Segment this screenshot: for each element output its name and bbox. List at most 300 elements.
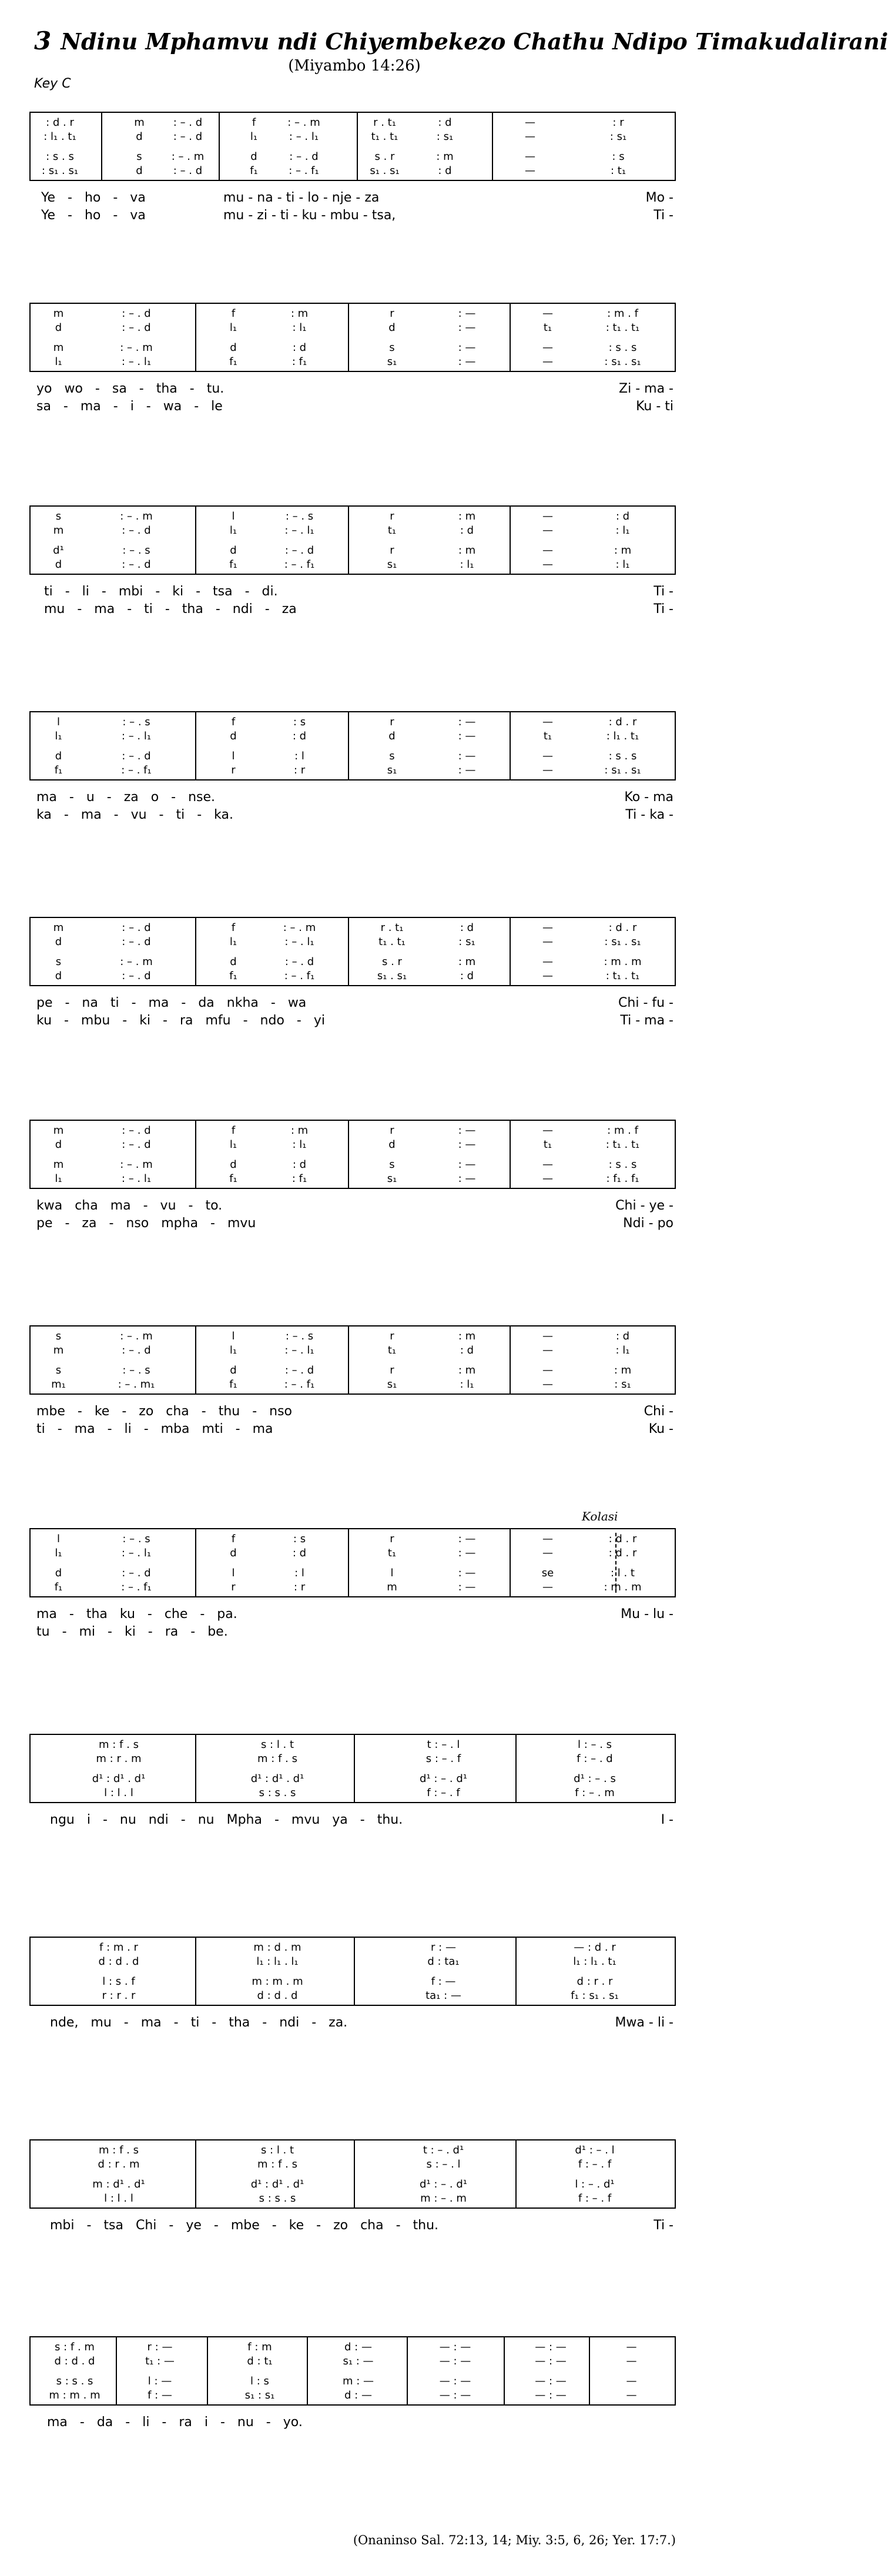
solfa-note: : – . d <box>173 116 203 129</box>
solfa-note: : — <box>458 1547 476 1559</box>
solfa-staff <box>29 917 676 986</box>
solfa-note: : – . s <box>122 1364 150 1376</box>
solfa-note: l <box>56 716 60 728</box>
solfa-note: r <box>390 544 394 557</box>
solfa-note: d : — <box>344 2341 372 2353</box>
lyric-line-1 <box>29 583 676 601</box>
solfa-note: : — <box>458 716 476 728</box>
solfa-note: : – . d <box>122 1124 151 1137</box>
solfa-note: l₁ <box>229 1344 237 1356</box>
solfa-note: : d <box>615 510 630 522</box>
solfa-note: : l₁ <box>460 1378 474 1391</box>
solfa-note: : – . s <box>122 716 150 728</box>
solfa-note: d <box>55 1567 62 1579</box>
solfa-note: : d . r <box>608 1547 637 1559</box>
solfa-note: d <box>55 321 62 334</box>
part-bass <box>31 969 675 984</box>
solfa-note: d¹ : – . d¹ <box>420 1773 467 1785</box>
solfa-note: d <box>136 165 143 177</box>
solfa-staff <box>29 1937 676 2006</box>
solfa-note: l : – . d¹ <box>575 2178 615 2190</box>
solfa-note: : – . d <box>289 150 319 163</box>
solfa-note: : – . d <box>284 1364 314 1376</box>
solfa-note: : d . r <box>608 716 637 728</box>
solfa-note: : m <box>614 544 632 557</box>
solfa-note: : d <box>292 1158 307 1171</box>
lyrics-block <box>29 1606 676 1643</box>
solfa-note: : – . l₁ <box>284 524 314 537</box>
solfa-staff <box>29 1528 676 1597</box>
solfa-note: r <box>390 307 394 320</box>
music-system-6 <box>29 1120 676 1235</box>
part-soprano <box>31 2340 675 2355</box>
music-system-1 <box>29 112 676 227</box>
solfa-note: l₁ <box>55 1173 62 1185</box>
solfa-note: : – . d <box>173 165 203 177</box>
solfa-note: — <box>525 116 535 129</box>
solfa-note: : – . m <box>171 150 205 163</box>
solfa-note: f <box>231 307 236 320</box>
solfa-note: m : d . m <box>253 1941 301 1954</box>
solfa-note: s₁ <box>387 356 397 368</box>
lyric-line-1 <box>29 189 676 207</box>
solfa-note: : s . s <box>608 750 637 762</box>
lyric-text: ma - u - za o - nse. <box>36 790 216 805</box>
solfa-note: s . r <box>374 150 395 163</box>
solfa-note: r <box>231 764 236 776</box>
solfa-note: : l . t <box>610 1567 635 1579</box>
solfa-note: m <box>53 341 64 354</box>
solfa-note: — <box>542 970 553 982</box>
lyric-text: Ye - ho - va <box>41 190 146 205</box>
solfa-note: : – . f₁ <box>121 764 152 776</box>
solfa-note: : r <box>612 116 624 129</box>
part-alto <box>31 2157 675 2172</box>
solfa-note: : – . d <box>284 956 314 968</box>
solfa-note: m <box>53 1124 64 1137</box>
solfa-note: — : — <box>439 2355 471 2367</box>
solfa-note: r <box>390 1124 394 1137</box>
solfa-note: — <box>542 922 553 934</box>
solfa-note: f : – . f <box>578 2192 612 2205</box>
scripture-reference: (Miyambo 14:26) <box>288 57 421 75</box>
solfa-note: m : d¹ . d¹ <box>92 2178 145 2190</box>
part-alto <box>31 1751 675 1767</box>
music-system-8 <box>29 1509 676 1643</box>
solfa-staff <box>29 1120 676 1189</box>
solfa-note: — <box>542 1344 553 1356</box>
solfa-note: : d . r <box>608 1533 637 1545</box>
solfa-note: : m <box>458 956 476 968</box>
part-soprano <box>31 715 675 730</box>
lyric-line-1 <box>29 1606 676 1623</box>
part-alto <box>31 1954 675 1969</box>
solfa-note: : – . m₁ <box>118 1378 155 1391</box>
solfa-note: l <box>232 1330 235 1342</box>
lyric-line-2 <box>29 1215 676 1232</box>
solfa-note: : m <box>436 150 454 163</box>
solfa-note: t₁ . t₁ <box>378 936 406 948</box>
solfa-note: : t₁ . t₁ <box>605 1138 640 1151</box>
solfa-note: : d . r <box>46 116 74 129</box>
solfa-note: : – . m <box>120 510 153 522</box>
solfa-note: : s <box>612 150 625 163</box>
solfa-note: s₁ : s₁ <box>244 2389 275 2401</box>
solfa-note: m : — <box>342 2375 374 2387</box>
solfa-note: m <box>134 116 145 129</box>
solfa-note: m : f . s <box>99 2144 139 2156</box>
solfa-note: : – . f₁ <box>284 970 315 982</box>
solfa-note: f : – . m <box>575 1787 615 1799</box>
solfa-note: l₁ <box>229 524 237 537</box>
lyric-text: sa - ma - i - wa - le <box>36 399 223 414</box>
solfa-note: — : — <box>535 2355 567 2367</box>
part-tenor <box>31 749 675 764</box>
solfa-note: f <box>231 1124 236 1137</box>
solfa-note: : – . f₁ <box>284 558 315 571</box>
solfa-note: s <box>55 510 62 522</box>
solfa-note: t₁ : — <box>145 2355 175 2367</box>
solfa-note: t : – . d¹ <box>423 2144 464 2156</box>
lyric-text: ku - mbu - ki - ra mfu - ndo - yi <box>36 1013 325 1028</box>
part-tenor <box>31 1771 675 1787</box>
part-bass <box>31 354 675 370</box>
solfa-note: : – . m <box>120 956 153 968</box>
part-alto <box>31 729 675 744</box>
solfa-note: s₁ . s₁ <box>377 970 407 982</box>
solfa-note: : d <box>460 1344 474 1356</box>
part-soprano <box>31 1329 675 1344</box>
solfa-note: — <box>626 2375 637 2387</box>
part-tenor <box>31 1363 675 1378</box>
solfa-note: : — <box>458 1124 476 1137</box>
solfa-note: — <box>542 1378 553 1391</box>
solfa-note: l <box>232 1567 235 1579</box>
solfa-note: f₁ <box>229 970 237 982</box>
lyric-pickup: Chi - fu - <box>618 996 673 1010</box>
part-tenor <box>31 340 675 356</box>
solfa-note: d <box>388 1138 396 1151</box>
solfa-note: — : d . r <box>574 1941 616 1954</box>
lyric-pickup: Ti - <box>654 602 673 617</box>
lyrics-block <box>29 789 676 826</box>
solfa-note: d : d . d <box>54 2355 95 2367</box>
solfa-note: s₁ <box>387 558 397 571</box>
solfa-note: : s₁ . s₁ <box>604 356 641 368</box>
solfa-note: : – . m <box>120 341 153 354</box>
solfa-note: t₁ <box>387 524 397 537</box>
solfa-note: s₁ <box>387 1173 397 1185</box>
solfa-note: : l₁ <box>615 1344 630 1356</box>
solfa-note: f₁ : s₁ . s₁ <box>571 1989 619 2002</box>
solfa-note: — <box>542 956 553 968</box>
solfa-note: : – . d <box>122 558 151 571</box>
solfa-note: d¹ : d¹ . d¹ <box>250 2178 304 2190</box>
solfa-note: : m <box>614 1364 632 1376</box>
solfa-note: s <box>55 1364 62 1376</box>
solfa-note: : – . d <box>122 321 151 334</box>
solfa-note: se <box>541 1567 554 1579</box>
solfa-note: : – . d <box>122 970 151 982</box>
solfa-note: : t₁ . t₁ <box>605 321 640 334</box>
part-tenor <box>31 2374 675 2389</box>
solfa-note: l₁ <box>55 730 62 742</box>
solfa-note: : — <box>458 750 476 762</box>
solfa-note: : d <box>460 970 474 982</box>
solfa-note: s <box>389 750 395 762</box>
solfa-note: : m <box>290 307 309 320</box>
part-bass <box>31 1580 675 1595</box>
lyric-pickup: Mo - <box>645 190 673 205</box>
music-system-2 <box>29 303 676 418</box>
part-tenor <box>31 1974 675 1989</box>
lyric-line-1 <box>29 994 676 1012</box>
solfa-note: d <box>230 956 237 968</box>
solfa-note: : – . d <box>122 922 151 934</box>
solfa-note: s : f . m <box>55 2341 95 2353</box>
solfa-staff <box>29 1734 676 1803</box>
solfa-note: d <box>230 341 237 354</box>
lyric-line-1 <box>29 2014 676 2032</box>
solfa-note: : — <box>458 764 476 776</box>
solfa-note: d¹ : d¹ . d¹ <box>250 1773 304 1785</box>
solfa-note: f₁ <box>229 1378 237 1391</box>
solfa-note: r : — <box>147 2341 173 2353</box>
solfa-note: : r <box>293 764 306 776</box>
solfa-note: : l₁ . t₁ <box>606 730 639 742</box>
solfa-note: f : m . r <box>99 1941 138 1954</box>
part-tenor <box>31 2177 675 2192</box>
solfa-note: m : m . m <box>49 2389 100 2401</box>
solfa-note: l₁ <box>250 130 258 143</box>
lyric-line-2 <box>29 1012 676 1030</box>
solfa-note: l : s <box>250 2375 269 2387</box>
solfa-note: d <box>55 1138 62 1151</box>
lyric-line-2 <box>29 601 676 618</box>
solfa-note: : – . d <box>122 1344 151 1356</box>
solfa-note: : — <box>458 730 476 742</box>
solfa-note: : d <box>292 730 307 742</box>
solfa-note: d : d . d <box>257 1989 298 2002</box>
solfa-note: — <box>542 1364 553 1376</box>
part-alto <box>31 1343 675 1358</box>
solfa-note: f₁ <box>229 356 237 368</box>
lyric-text: mu - zi - ti - ku - mbu - tsa, <box>223 208 396 223</box>
solfa-note: r <box>390 1364 394 1376</box>
solfa-note: l <box>390 1567 394 1579</box>
solfa-note: : — <box>458 1158 476 1171</box>
solfa-note: — <box>542 750 553 762</box>
lyric-pickup: Chi - ye - <box>615 1198 673 1213</box>
solfa-note: l₁ <box>229 321 237 334</box>
solfa-note: m <box>53 922 64 934</box>
lyric-pickup: Mu - lu - <box>621 1607 673 1622</box>
solfa-note: : – . m <box>120 1158 153 1171</box>
solfa-note: m : f . s <box>99 1738 139 1751</box>
lyric-pickup: I - <box>661 1813 673 1827</box>
lyric-line-1 <box>29 1197 676 1215</box>
solfa-note: f : – . f <box>578 2158 612 2170</box>
lyric-text: kwa cha ma - vu - to. <box>36 1198 223 1213</box>
solfa-note: l <box>232 510 235 522</box>
part-soprano <box>31 509 675 524</box>
solfa-note: t₁ <box>543 730 552 742</box>
solfa-note: : s₁ . s₁ <box>604 764 641 776</box>
solfa-note: f <box>231 922 236 934</box>
music-system-3 <box>29 505 676 621</box>
solfa-note: — <box>542 524 553 537</box>
solfa-note: f <box>231 716 236 728</box>
solfa-note: : s₁ <box>458 936 475 948</box>
solfa-note: : m . m <box>604 1581 642 1593</box>
solfa-note: d : — <box>344 2389 372 2401</box>
part-bass <box>31 1988 675 2004</box>
solfa-note: : l <box>294 1567 304 1579</box>
lyrics-block <box>29 2414 676 2451</box>
solfa-note: — <box>626 2341 637 2353</box>
solfa-note: : – . s <box>122 544 150 557</box>
solfa-note: d <box>136 130 143 143</box>
solfa-note: d <box>388 730 396 742</box>
part-bass <box>31 557 675 572</box>
solfa-note: — <box>542 1547 553 1559</box>
solfa-note: : f₁ . f₁ <box>606 1173 639 1185</box>
part-soprano <box>31 1123 675 1138</box>
solfa-note: s <box>136 150 142 163</box>
solfa-note: s <box>55 956 62 968</box>
solfa-note: d <box>55 750 62 762</box>
solfa-note: m <box>53 1158 64 1171</box>
lyric-text: mu - na - ti - lo - nje - za <box>223 190 380 205</box>
lyrics-block <box>29 189 676 227</box>
part-tenor <box>31 1157 675 1173</box>
lyric-pickup: Mwa - li - <box>615 2015 673 2030</box>
solfa-note: : s <box>293 716 306 728</box>
solfa-note: — <box>542 341 553 354</box>
solfa-note: d <box>55 970 62 982</box>
solfa-staff <box>29 505 676 575</box>
music-system-5 <box>29 917 676 1032</box>
solfa-staff <box>29 2139 676 2209</box>
solfa-note: : f₁ <box>291 1173 307 1185</box>
part-soprano <box>31 1532 675 1547</box>
music-system-9 <box>29 1734 676 1849</box>
lyric-pickup: Ti - ka - <box>625 808 673 822</box>
solfa-note: : – . d <box>284 544 314 557</box>
lyric-pickup: Ku - ti <box>636 399 673 414</box>
lyrics-block <box>29 2014 676 2052</box>
solfa-note: m₁ <box>51 1378 66 1391</box>
solfa-note: : – . s <box>122 1533 150 1545</box>
solfa-note: — <box>525 130 535 143</box>
solfa-note: : d <box>615 1330 630 1342</box>
solfa-note: — <box>542 307 553 320</box>
solfa-note: d : ta₁ <box>427 1955 460 1968</box>
solfa-note: — <box>542 544 553 557</box>
part-alto <box>31 2354 675 2369</box>
solfa-note: : – . l₁ <box>284 936 314 948</box>
solfa-note: : s . s <box>608 341 637 354</box>
hymn-title: Ndinu Mphamvu ndi Chiyembekezo Chathu Ndipo Timakudalirani <box>61 28 888 55</box>
solfa-note: — <box>542 1330 553 1342</box>
lyric-pickup: Ti - <box>654 208 673 223</box>
solfa-staff <box>29 2336 676 2406</box>
solfa-note: s₁ <box>387 1378 397 1391</box>
solfa-note: : m <box>458 544 476 557</box>
hymn-number: 3 <box>34 26 52 55</box>
lyrics-block <box>29 2217 676 2255</box>
solfa-note: d : r . m <box>98 2158 140 2170</box>
lyrics-block <box>29 1403 676 1441</box>
solfa-note: f : – . f <box>427 1787 460 1799</box>
lyrics-block <box>29 994 676 1032</box>
lyrics-block <box>29 1811 676 1849</box>
lyric-text: nde, mu - ma - ti - tha - ndi - za. <box>50 2015 348 2030</box>
solfa-note: : m <box>458 1364 476 1376</box>
solfa-note: : t₁ <box>610 165 626 177</box>
part-soprano <box>31 920 675 936</box>
solfa-note: f₁ <box>229 558 237 571</box>
solfa-note: l₁ <box>229 1138 237 1151</box>
lyric-line-1 <box>29 1811 676 1829</box>
lyric-text: ti - ma - li - mba mti - ma <box>36 1422 273 1436</box>
solfa-note: : – . s <box>285 510 314 522</box>
solfa-note: : – . l₁ <box>289 130 319 143</box>
solfa-note: l₁ <box>55 1547 62 1559</box>
solfa-note: : m <box>458 1330 476 1342</box>
lyric-pickup: Ku - <box>648 1422 673 1436</box>
solfa-note: — : — <box>535 2341 567 2353</box>
part-soprano <box>31 2143 675 2158</box>
solfa-note: : s <box>293 1533 306 1545</box>
solfa-note: : l₁ <box>460 558 474 571</box>
lyric-pickup: Ko - ma <box>624 790 673 805</box>
solfa-note: : — <box>458 1581 476 1593</box>
solfa-note: d : t₁ <box>247 2355 273 2367</box>
part-soprano <box>31 115 675 130</box>
music-system-12 <box>29 2336 676 2451</box>
solfa-note: : d <box>460 922 474 934</box>
solfa-note: — <box>542 1533 553 1545</box>
solfa-note: — <box>525 165 535 177</box>
solfa-note: d <box>230 1364 237 1376</box>
solfa-note: d¹ <box>53 544 64 557</box>
part-bass <box>31 1377 675 1392</box>
solfa-note: : f₁ <box>291 356 307 368</box>
solfa-note: : — <box>458 341 476 354</box>
part-alto <box>31 1546 675 1561</box>
solfa-note: : – . s <box>285 1330 314 1342</box>
footer-references: (Onaninso Sal. 72:13, 14; Miy. 3:5, 6, 26; Yer. 17:7.) <box>353 2533 676 2547</box>
solfa-note: — <box>542 1124 553 1137</box>
solfa-note: : d <box>460 524 474 537</box>
solfa-note: s₁ : — <box>343 2355 374 2367</box>
solfa-note: : l₁ <box>292 1138 307 1151</box>
solfa-note: — <box>542 510 553 522</box>
solfa-note: l : l . l <box>104 2192 133 2205</box>
solfa-note: — : — <box>439 2389 471 2401</box>
solfa-staff <box>29 1325 676 1395</box>
solfa-note: s : l . t <box>260 1738 294 1751</box>
music-system-7 <box>29 1325 676 1441</box>
solfa-note: s <box>55 1330 62 1342</box>
solfa-note: m : m . m <box>252 1975 303 1988</box>
solfa-note: f₁ <box>54 764 63 776</box>
solfa-note: l : s . f <box>102 1975 135 1988</box>
solfa-note: : — <box>458 1533 476 1545</box>
lyric-text: ti - li - mbi - ki - tsa - di. <box>44 584 278 599</box>
solfa-note: t₁ <box>543 1138 552 1151</box>
